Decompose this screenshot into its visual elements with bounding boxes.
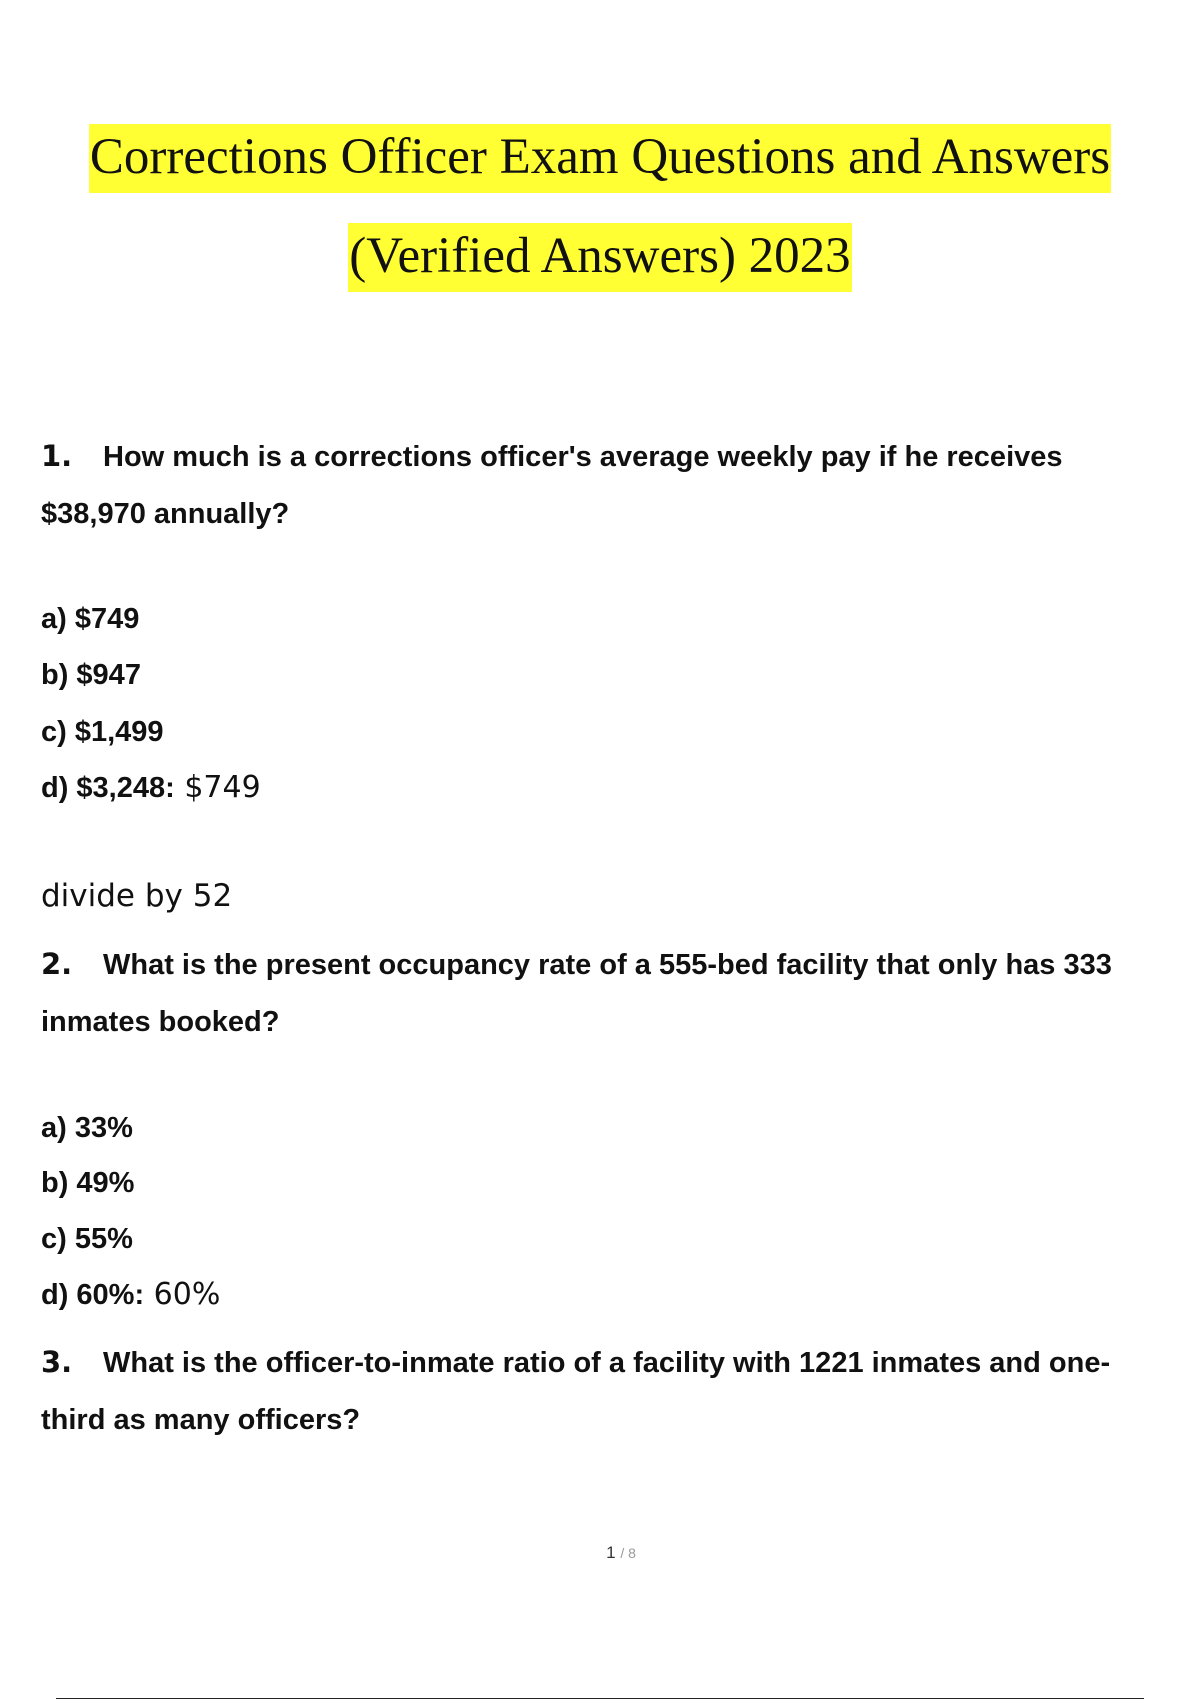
option-a: a) $749 — [41, 603, 140, 635]
option-d-with-answer — [41, 1278, 220, 1312]
option-c: c) 55% — [41, 1223, 133, 1255]
option-c: c) $1,499 — [41, 716, 164, 748]
total-pages: / 8 — [620, 1545, 636, 1561]
document-title-line-1 — [0, 129, 1200, 185]
explanation-text: divide by 52 — [41, 878, 233, 914]
title-highlight-2: (Verified Answers) 2023 — [348, 223, 851, 292]
option-a: a) 33% — [41, 1112, 133, 1144]
question-2 — [41, 936, 1171, 1051]
document-title-line-2 — [0, 228, 1200, 284]
answer-text: $749 — [174, 770, 261, 805]
title-highlight-1: Corrections Officer Exam Questions and Answers — [89, 124, 1111, 193]
option-d: d) $3,248: — [41, 772, 175, 804]
question-text: What is the officer-to-inmate ratio of a facility with 1221 inmates and one-third as many officers? — [41, 1347, 1111, 1436]
question-1 — [41, 428, 1171, 543]
option-d-with-answer — [41, 771, 261, 805]
current-page: 1 — [606, 1543, 616, 1562]
question-text: How much is a corrections officer's average weekly pay if he receives $38,970 annually? — [41, 441, 1063, 530]
option-b: b) $947 — [41, 659, 141, 691]
bottom-divider — [56, 1698, 1144, 1699]
option-b: b) 49% — [41, 1167, 135, 1199]
option-d: d) 60%: — [41, 1279, 145, 1311]
question-3 — [41, 1334, 1171, 1449]
page-number — [0, 1543, 1200, 1563]
question-text: What is the present occupancy rate of a 555-bed facility that only has 333 inmates booked? — [41, 949, 1112, 1038]
question-number: 3. — [41, 1345, 73, 1379]
question-number: 1. — [41, 439, 73, 473]
answer-text: 60% — [144, 1277, 221, 1312]
question-number: 2. — [41, 947, 73, 981]
